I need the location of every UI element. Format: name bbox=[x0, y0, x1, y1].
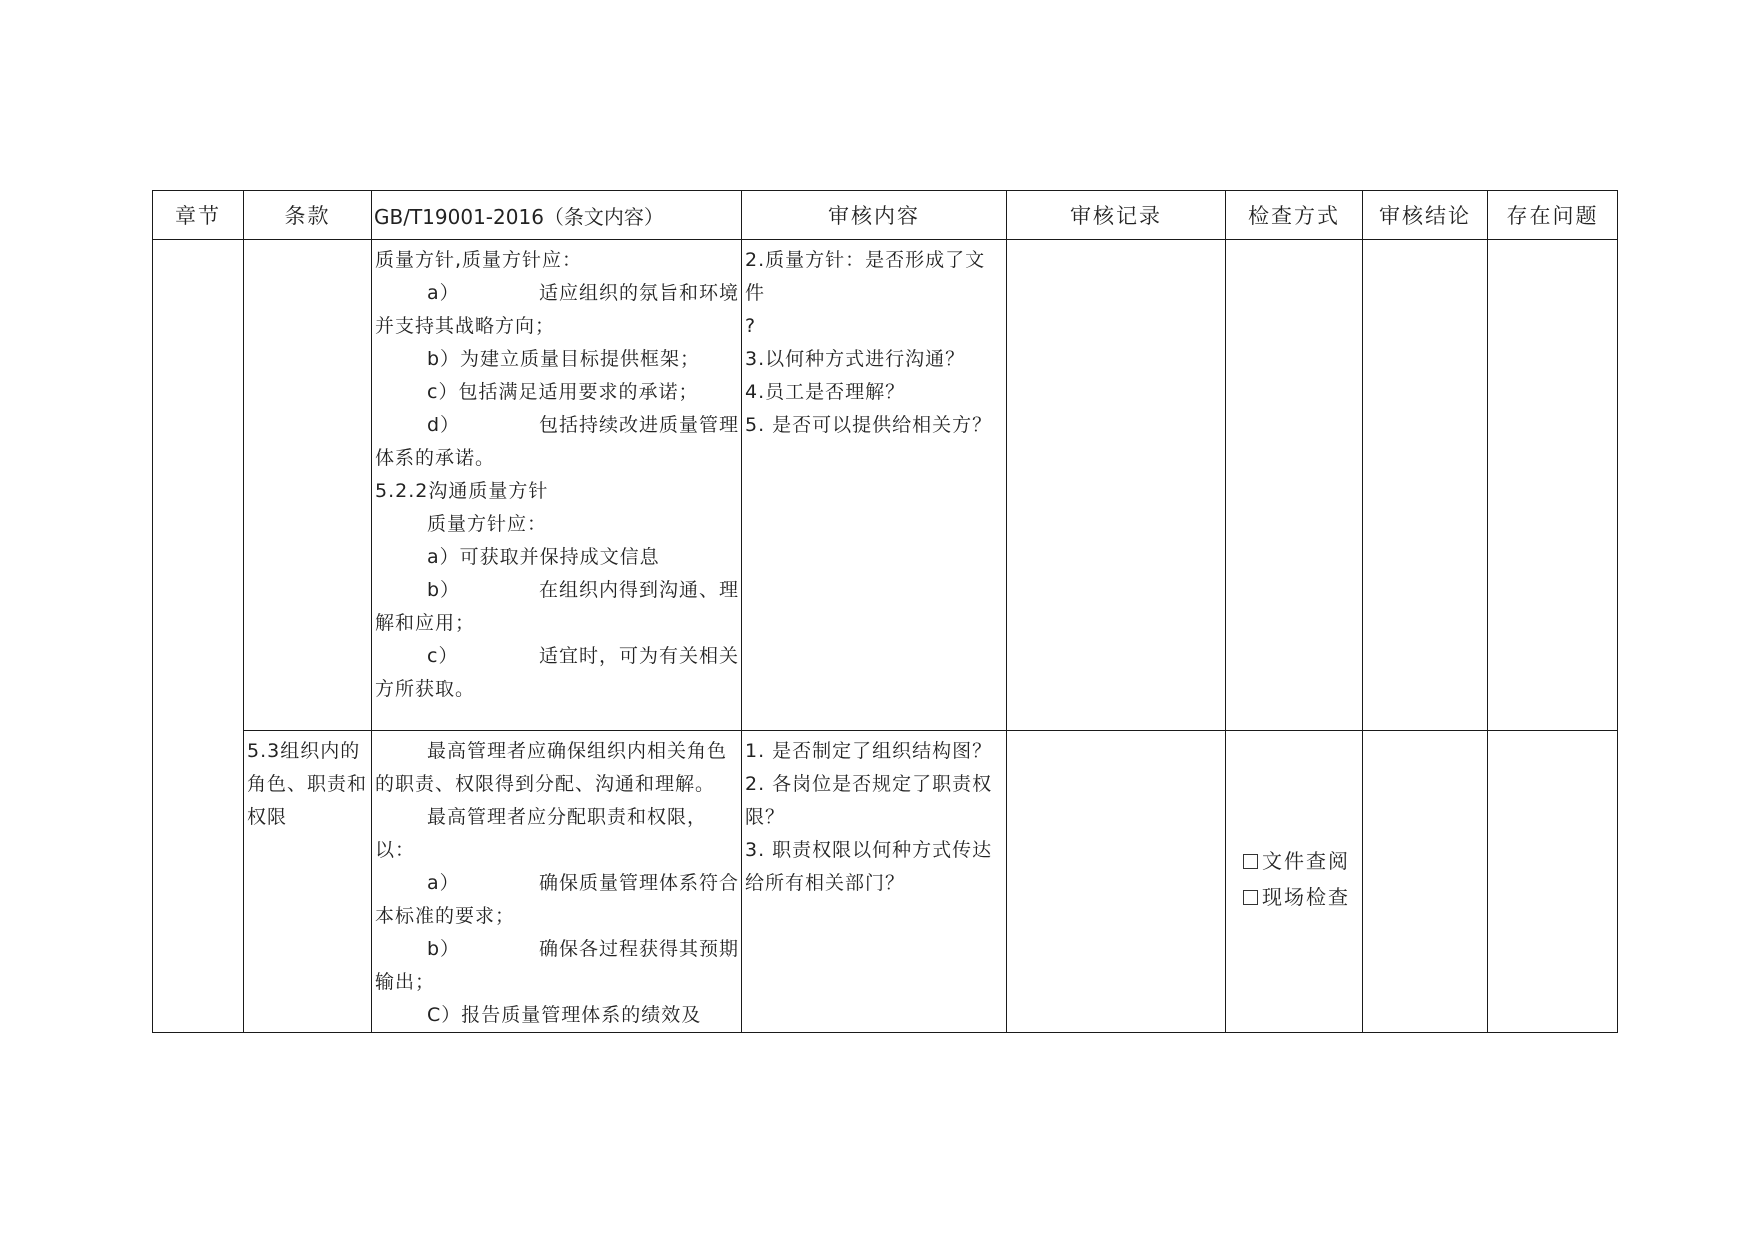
std-line: 体系的承诺。 bbox=[375, 447, 496, 469]
header-audit-conclusion: 审核结论 bbox=[1363, 191, 1488, 240]
table-row-roles bbox=[153, 731, 1618, 1033]
std-subtitle: 5.2.2沟通质量方针 bbox=[375, 480, 549, 502]
std-line: 解和应用； bbox=[375, 612, 476, 634]
standard-cell-policy bbox=[372, 240, 742, 731]
std-item-c: c）包括满足适用要求的承诺； bbox=[427, 381, 699, 403]
std-line: 并支持其战略方向； bbox=[375, 315, 556, 337]
std-sub-item-a: a）可获取并保持成文信息 bbox=[427, 546, 660, 568]
std-sub-item-b: b） 在组织内得到沟通、理 bbox=[427, 579, 739, 601]
std-item-a: a） 适应组织的氛旨和环境 bbox=[427, 282, 739, 304]
checkbox-icon[interactable] bbox=[1243, 854, 1258, 869]
std-item-b: b）为建立质量目标提供框架； bbox=[427, 348, 701, 370]
check-method-cell bbox=[1226, 240, 1363, 731]
audit-question: 5. 是否可以提供给相关方？ bbox=[745, 414, 993, 436]
std-paragraph: 最高管理者应分配职责和权限，以： bbox=[375, 806, 708, 861]
std-item-a: a） 确保质量管理体系符合 bbox=[427, 872, 739, 894]
audit-question: 给所有相关部门？ bbox=[745, 872, 906, 894]
std-item-b: b） 确保各过程获得其预期 bbox=[427, 938, 739, 960]
audit-question: 限？ bbox=[745, 806, 786, 828]
header-standard: GB/T19001-2016（条文内容） bbox=[372, 191, 742, 240]
header-row bbox=[153, 191, 1618, 240]
standard-cell-roles bbox=[372, 731, 742, 1033]
issues-cell[interactable] bbox=[1488, 240, 1618, 731]
check-method-cell-roles bbox=[1226, 731, 1363, 1033]
std-paragraph: 最高管理者应确保组织内相关角色的职责、权限得到分配、沟通和理解。 bbox=[375, 740, 728, 795]
checkbox-icon[interactable] bbox=[1243, 890, 1258, 905]
audit-question: 2. 各岗位是否规定了职责权 bbox=[745, 773, 993, 795]
audit-question: 2.质量方针：是否形成了文件 bbox=[745, 249, 986, 304]
table-row-quality-policy bbox=[153, 240, 1618, 731]
audit-conclusion-cell[interactable] bbox=[1363, 240, 1488, 731]
audit-content-cell-roles bbox=[742, 731, 1007, 1033]
header-audit-content: 审核内容 bbox=[742, 191, 1007, 240]
audit-question: 4.员工是否理解？ bbox=[745, 381, 906, 403]
std-sub-item-c: c） 适宜时，可为有关相关 bbox=[427, 645, 739, 667]
audit-conclusion-cell[interactable] bbox=[1363, 731, 1488, 1033]
header-issues: 存在问题 bbox=[1488, 191, 1618, 240]
std-line: 质量方针应： bbox=[427, 513, 548, 535]
std-item-c: C）报告质量管理体系的绩效及 bbox=[427, 1004, 702, 1026]
header-clause: 条款 bbox=[244, 191, 372, 240]
header-check-method: 检查方式 bbox=[1226, 191, 1363, 240]
audit-content-cell-policy bbox=[742, 240, 1007, 731]
audit-question: 3. 职责权限以何种方式传达 bbox=[745, 839, 993, 861]
std-line: 本标准的要求； bbox=[375, 905, 516, 927]
audit-checklist-table bbox=[152, 190, 1618, 1033]
audit-record-cell[interactable] bbox=[1007, 731, 1226, 1033]
audit-record-cell[interactable] bbox=[1007, 240, 1226, 731]
method-option-document[interactable]: 文件查阅 bbox=[1243, 843, 1362, 879]
header-audit-record: 审核记录 bbox=[1007, 191, 1226, 240]
clause-cell-empty bbox=[244, 240, 372, 731]
chapter-cell bbox=[153, 240, 244, 1033]
std-item-d: d） 包括持续改进质量管理 bbox=[427, 414, 739, 436]
audit-question: 1. 是否制定了组织结构图？ bbox=[745, 740, 993, 762]
audit-question: 3.以何种方式进行沟通？ bbox=[745, 348, 966, 370]
std-line: 方所获取。 bbox=[375, 678, 476, 700]
audit-question: ? bbox=[745, 315, 757, 337]
method-option-site[interactable]: 现场检查 bbox=[1243, 879, 1362, 915]
std-line: 输出； bbox=[375, 971, 436, 993]
clause-cell-roles: 5.3组织内的角色、职责和权限 bbox=[244, 731, 372, 1033]
std-line: 质量方针,质量方针应： bbox=[375, 249, 583, 271]
issues-cell[interactable] bbox=[1488, 731, 1618, 1033]
header-chapter: 章节 bbox=[153, 191, 244, 240]
